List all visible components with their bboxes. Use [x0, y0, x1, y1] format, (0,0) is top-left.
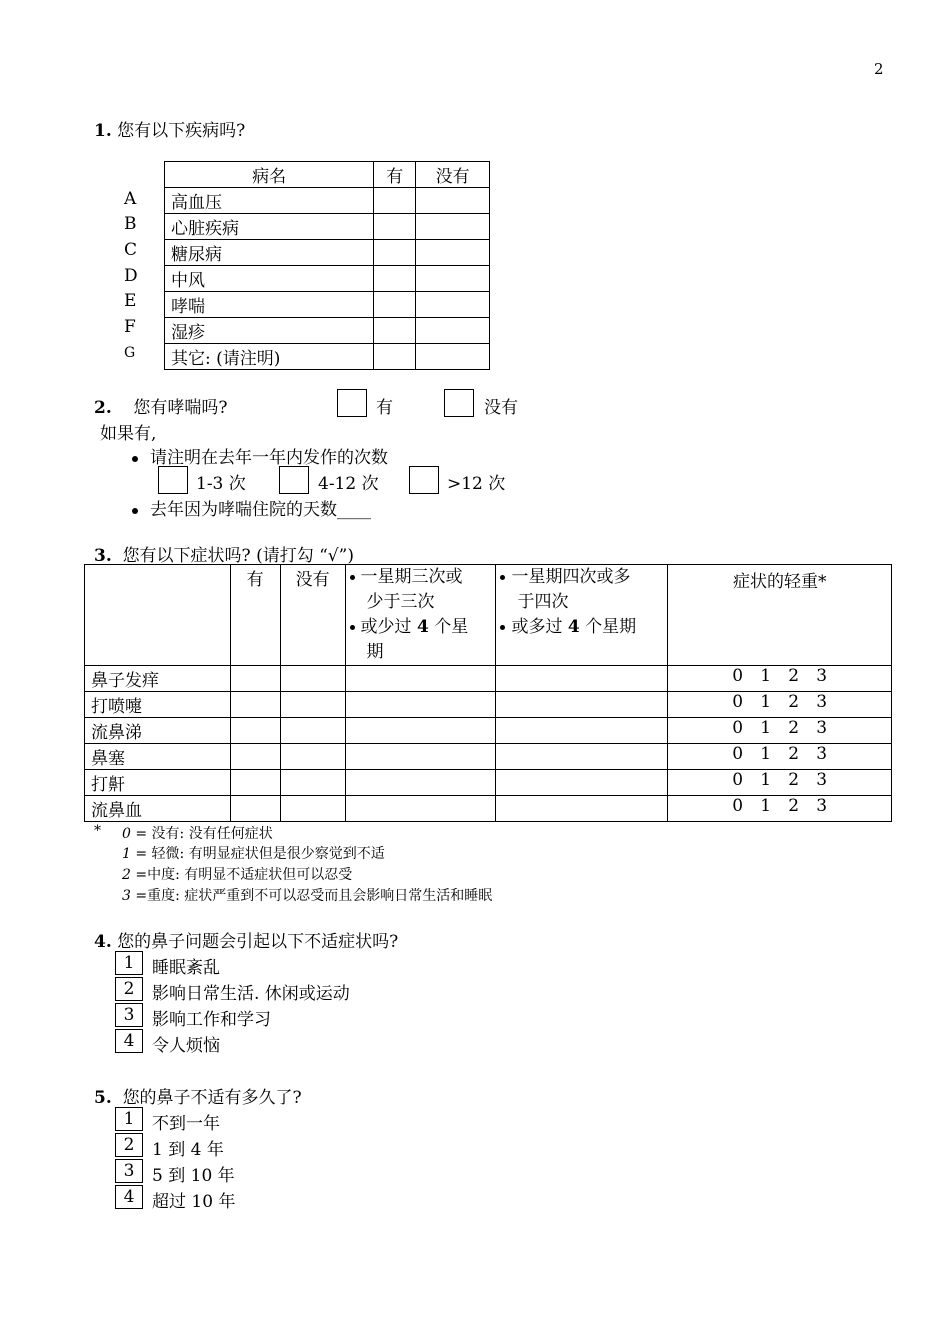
q3-no-cell[interactable] [280, 718, 345, 744]
q1-disease-name: 高血压 [165, 188, 374, 214]
q4-title: 4. 您的鼻子问题会引起以下不适症状吗? [94, 932, 399, 952]
q2-if-yes: 如果有, [100, 424, 157, 444]
q3-footnote-2: 2 =中度: 有明显不适症状但可以忍受 [122, 867, 353, 883]
q3-symptom-name: 打鼾 [85, 770, 231, 796]
q5-option-label: 不到一年 [152, 1114, 220, 1134]
q3-freq-high-cell[interactable] [496, 770, 668, 796]
q1-disease-name: 湿疹 [165, 318, 374, 344]
q3-footnote-3: 3 =重度: 症状严重到不可以忍受而且会影响日常生活和睡眠 [122, 888, 493, 904]
q3-header-yes: 有 [230, 565, 280, 666]
q1-letter: A [124, 189, 137, 209]
q4-option-label: 影响工作和学习 [152, 1010, 271, 1030]
q4-option-label: 睡眠紊乱 [152, 958, 220, 978]
q2-title: 2. 您有哮喘吗? [94, 398, 228, 418]
q1-letter: F [124, 317, 136, 337]
q3-header-blank [85, 565, 231, 666]
q1-letter: C [124, 240, 138, 260]
q5-option-number[interactable]: 2 [115, 1133, 143, 1157]
q1-disease-name: 糖尿病 [165, 240, 374, 266]
q2-yes-label: 有 [376, 398, 393, 418]
q1-yes-cell[interactable] [374, 292, 416, 318]
q3-yes-cell[interactable] [230, 692, 280, 718]
q3-freq-high-cell[interactable] [496, 692, 668, 718]
q2-option-label: 4-12 次 [318, 474, 379, 494]
bullet-icon [132, 456, 138, 462]
q3-header-no: 没有 [280, 565, 345, 666]
bullet-icon [500, 625, 505, 630]
q3-symptom-name: 流鼻涕 [85, 718, 231, 744]
q3-footnote-0: 0 = 没有: 没有任何症状 [122, 826, 273, 842]
q3-yes-cell[interactable] [230, 718, 280, 744]
q1-yes-cell[interactable] [374, 318, 416, 344]
q2-option-checkbox[interactable] [158, 466, 188, 494]
q1-no-cell[interactable] [416, 188, 490, 214]
q3-freq-low-cell[interactable] [345, 796, 496, 822]
q2-no-label: 没有 [484, 398, 518, 418]
q5-title: 5. 您的鼻子不适有多久了? [94, 1088, 302, 1108]
q4-option-number[interactable]: 1 [115, 951, 143, 975]
q4-option-label: 令人烦恼 [152, 1036, 220, 1056]
q1-no-cell[interactable] [416, 214, 490, 240]
q2-option-checkbox[interactable] [409, 466, 439, 494]
q3-yes-cell[interactable] [230, 796, 280, 822]
q3-symptom-name: 鼻塞 [85, 744, 231, 770]
q1-header-yes: 有 [374, 162, 416, 188]
q1-letter: B [124, 214, 137, 234]
q2-option-checkbox[interactable] [279, 466, 309, 494]
q3-no-cell[interactable] [280, 770, 345, 796]
q1-disease-name: 哮喘 [165, 292, 374, 318]
q3-header-freq-low: 一星期三次或 少于三次 或少过 4 个星 期 [345, 565, 496, 666]
q3-no-cell[interactable] [280, 744, 345, 770]
q4-option-number[interactable]: 2 [115, 977, 143, 1001]
q1-title: 1. 您有以下疾病吗? [94, 121, 246, 141]
q4-option-label: 影响日常生活. 休闲或运动 [152, 984, 350, 1004]
q1-letter: G [124, 345, 136, 361]
q2-option-label: 1-3 次 [196, 474, 246, 494]
q3-symptom-name: 流鼻血 [85, 796, 231, 822]
bullet-icon [500, 575, 505, 580]
page-number: 2 [874, 60, 884, 78]
q3-header-severity: 症状的轻重* [668, 565, 892, 666]
q3-footnote-1: 1 = 轻微: 有明显症状但是很少察觉到不适 [122, 846, 385, 862]
q3-freq-low-cell[interactable] [345, 692, 496, 718]
q3-freq-high-cell[interactable] [496, 744, 668, 770]
q5-option-number[interactable]: 4 [115, 1185, 143, 1209]
q1-letter: D [124, 266, 138, 286]
q5-option-label: 5 到 10 年 [152, 1166, 235, 1186]
q3-severity-scale[interactable]: 0 1 2 3 [668, 692, 892, 718]
q1-no-cell[interactable] [416, 266, 490, 292]
q3-symptom-name: 打喷嚏 [85, 692, 231, 718]
bullet-icon [350, 575, 355, 580]
q3-header-freq-high: 一星期四次或多 于四次 或多过 4 个星期 [496, 565, 668, 666]
q3-freq-low-cell[interactable] [345, 744, 496, 770]
q2-bullet-1: 请注明在去年一年内发作的次数 [132, 443, 388, 468]
q1-disease-name: 中风 [165, 266, 374, 292]
q4-option-number[interactable]: 3 [115, 1003, 143, 1027]
q3-severity-scale[interactable]: 0 1 2 3 [668, 718, 892, 744]
q3-freq-low-cell[interactable] [345, 718, 496, 744]
q1-yes-cell[interactable] [374, 344, 416, 370]
q3-severity-scale[interactable]: 0 1 2 3 [668, 796, 892, 822]
q3-title: 3. 您有以下症状吗? (请打勾 “√”) [94, 546, 354, 566]
bullet-icon [350, 625, 355, 630]
q3-severity-scale[interactable]: 0 1 2 3 [668, 666, 892, 692]
q3-freq-low-cell[interactable] [345, 666, 496, 692]
q1-disease-name: 心脏疾病 [165, 214, 374, 240]
q3-severity-scale[interactable]: 0 1 2 3 [668, 744, 892, 770]
q1-header-name: 病名 [165, 162, 374, 188]
q3-yes-cell[interactable] [230, 744, 280, 770]
q1-disease-table [164, 161, 490, 370]
q4-option-number[interactable]: 4 [115, 1029, 143, 1053]
q2-yes-checkbox[interactable] [337, 389, 367, 417]
q1-yes-cell[interactable] [374, 214, 416, 240]
q5-option-number[interactable]: 1 [115, 1107, 143, 1131]
q1-no-cell[interactable] [416, 318, 490, 344]
q3-freq-high-cell[interactable] [496, 796, 668, 822]
q3-no-cell[interactable] [280, 796, 345, 822]
q1-yes-cell[interactable] [374, 266, 416, 292]
q1-header-no: 没有 [416, 162, 490, 188]
q1-disease-name: 其它: (请注明) [165, 344, 374, 370]
q2-bullet-2: 去年因为哮喘住院的天数____ [132, 495, 371, 520]
q3-freq-low-cell[interactable] [345, 770, 496, 796]
q1-yes-cell[interactable] [374, 188, 416, 214]
q1-no-cell[interactable] [416, 240, 490, 266]
q1-no-cell[interactable] [416, 292, 490, 318]
bullet-icon [132, 508, 138, 514]
q3-symptom-table [84, 564, 892, 822]
q3-severity-scale[interactable]: 0 1 2 3 [668, 770, 892, 796]
q3-footnote-star: * [94, 823, 101, 839]
q3-no-cell[interactable] [280, 666, 345, 692]
q2-option-label: >12 次 [447, 474, 506, 494]
q3-freq-high-cell[interactable] [496, 666, 668, 692]
q5-option-label: 1 到 4 年 [152, 1140, 224, 1160]
q3-symptom-name: 鼻子发痒 [85, 666, 231, 692]
q3-freq-high-cell[interactable] [496, 718, 668, 744]
q1-letter: E [124, 291, 137, 311]
q3-no-cell[interactable] [280, 692, 345, 718]
q2-no-checkbox[interactable] [444, 389, 474, 417]
q5-option-number[interactable]: 3 [115, 1159, 143, 1183]
q3-yes-cell[interactable] [230, 666, 280, 692]
q3-yes-cell[interactable] [230, 770, 280, 796]
q5-option-label: 超过 10 年 [152, 1192, 236, 1212]
q1-no-cell[interactable] [416, 344, 490, 370]
q1-yes-cell[interactable] [374, 240, 416, 266]
